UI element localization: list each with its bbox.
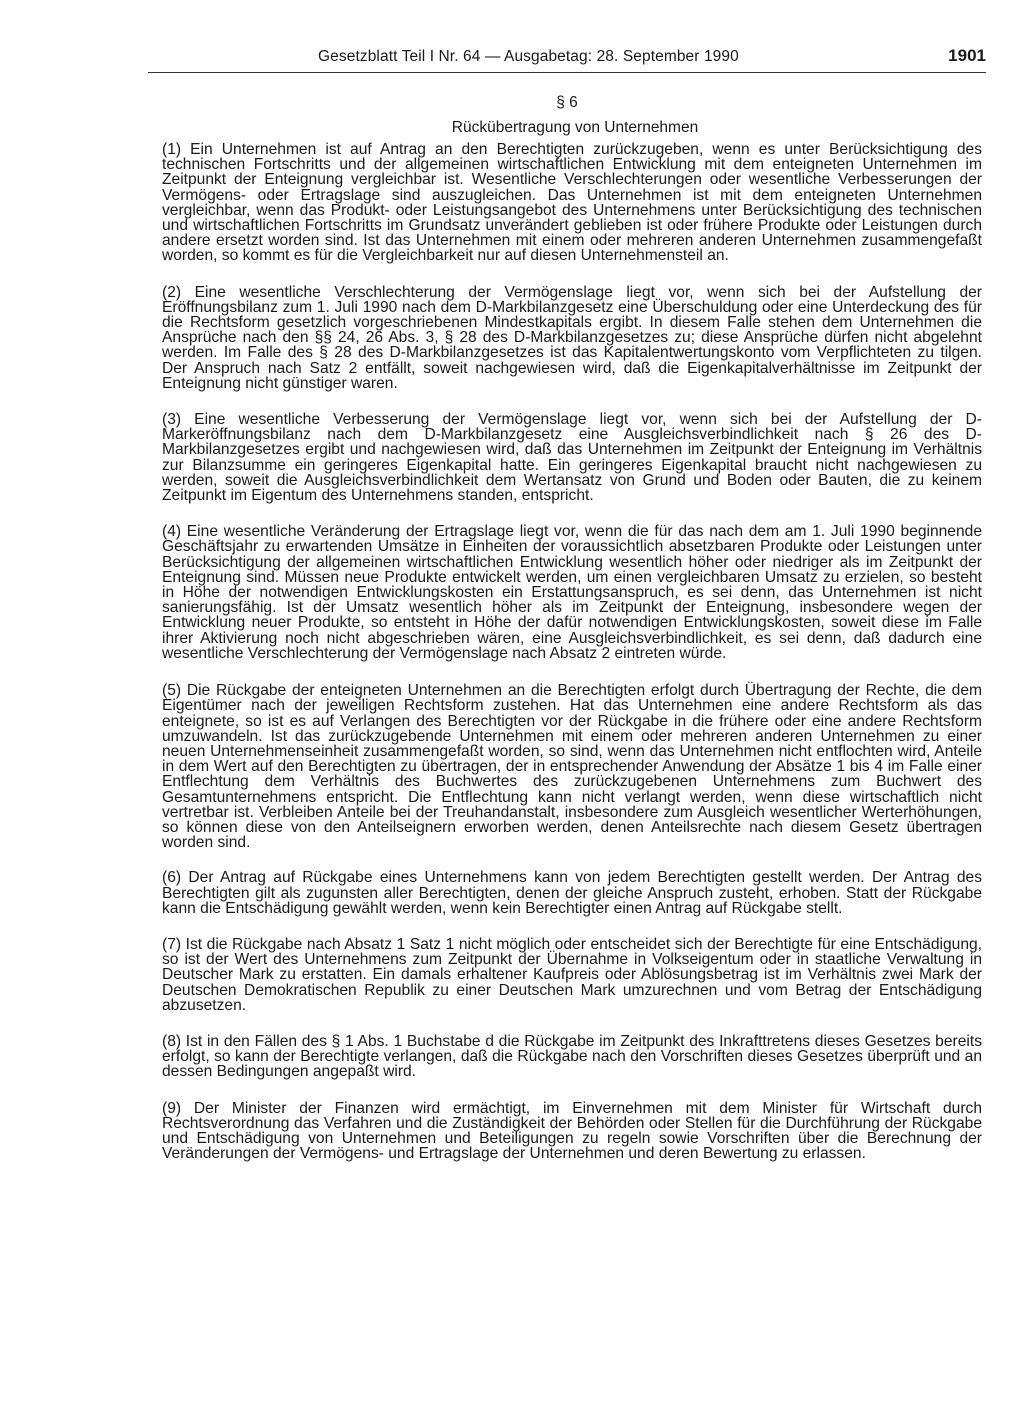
paragraph-7: (7) Ist die Rückgabe nach Absatz 1 Satz 1 nicht möglich oder entscheidet sich der Berechtigte für eine Entschädigung, so ist der Wert des Unternehmens zum Zeitpunkt der Übernahme in Volkseigentum oder in staatliche Verwaltung in Deutscher Mark zu erstatten. Ein damals erhaltener Kaufpreis oder Ablösungsbetrag ist im Verhältnis zwei Mark der Deutschen Demokratischen Republik zu einer Deutschen Mark umzurechnen und vom Betrag der Entschädigung abzusetzen. — [162, 935, 982, 1014]
paragraph-2: (2) Eine wesentliche Verschlechterung der Vermögenslage liegt vor, wenn sich bei der Aufstellung der Eröffnungsbilanz zum 1. Juli 1990 nach dem D-Markbilanzgesetz eine Überschuldung oder eine Unterdeckung des für die Rechtsform gesetzlich vorgeschriebenen Mindestkapitals ergibt. In diesem Falle stehen dem Unternehmen die Ansprüche nach den §§ 24, 26 Abs. 3, § 28 des D-Markbilanzgesetzes zu; diese Ansprüche dürfen nicht abgelehnt werden. Im Falle des § 28 des D-Markbilanzgesetzes ist das Kapitalentwertungskonto vom Verpflichteten zu tilgen. Der Anspruch nach Satz 2 entfällt, soweit nachgewiesen wird, daß die Eigenkapitalverhältnisse im Zeitpunkt der Enteignung nicht günstiger waren. — [162, 283, 982, 392]
header-title: Gesetzblatt Teil I Nr. 64 — Ausgabetag: 28. September 1990 — [318, 48, 739, 65]
paragraph-3: (3) Eine wesentliche Verbesserung der Vermögenslage liegt vor, wenn sich bei der Aufstellung der D-Markeröffnungsbilanz nach dem D-Markbilanzgesetz eine Ausgleichsverbindlichkeit nach § 26 des D-Markbilanzgesetzes ergibt und nachgewiesen wird, daß das Unternehmen im Zeitpunkt der Enteignung im Verhältnis zur Bilanzsumme ein geringeres Eigenkapital hatte. Ein geringeres Eigenkapital braucht nicht nachgewiesen zu werden, soweit die Ausgleichsverbindlichkeit dem Wertansatz von Grund und Boden oder Bauten, die zu keinem Zeitpunkt im Eigentum des Unternehmens standen, entspricht. — [162, 411, 982, 505]
paragraph-5: (5) Die Rückgabe der enteigneten Unternehmen an die Berechtigten erfolgt durch Übertragung der Rechte, die dem Eigentümer nach der jeweiligen Rechtsform zustehen. Hat das Unternehmen eine andere Rechtsform als das enteignete, so ist es auf Verlangen des Berechtigten vor der Rückgabe in die frühere oder eine andere Rechtsform umzuwandeln. Ist das zurückzugebende Unternehmen mit einem oder mehreren anderen Unternehmen zu einer neuen Unternehmenseinheit zusammengefaßt worden, so sind, wenn das Unternehmen nicht entflochten wird, Anteile in dem Wert auf den Berechtigten zu übertragen, der in entsprechender Anwendung der Absätze 1 bis 4 im Falle einer Entflechtung dem Verhältnis des Buchwertes des zurückzugebenen Unternehmens zum Buchwert des Gesamtunternehmens entspricht. Die Entflechtung kann nicht verlangt werden, wenn diese wirtschaftlich nicht vertretbar ist. Verbleiben Anteile bei der Treuhandanstalt, insbesondere zum Ausgleich wesentlicher Werterhöhungen, so können diese von den Anteilseignern erworben werden, denen Anteilsrechte nach diesem Gesetz übertragen worden sind. — [162, 682, 982, 852]
paragraph-4: (4) Eine wesentliche Veränderung der Ertragslage liegt vor, wenn die für das nach dem am 1. Juli 1990 beginnende Geschäftsjahr zu erwartenden Umsätze in Einheiten der voraussichtlich absetzbaren Produkte oder Leistungen unter Berücksichtigung der allgemeinen wirtschaftlichen Entwicklung wesentlich höher oder niedriger als im Zeitpunkt der Enteignung sind. Müssen neue Produkte entwickelt werden, um einen vergleichbaren Umsatz zu erzielen, so besteht in Höhe der notwendigen Entwicklungskosten ein Erstattungsanspruch, es sei denn, das Unternehmen ist nicht sanierungsfähig. Ist der Umsatz wesentlich höher als im Zeitpunkt der Enteignung, insbesondere wegen der Entwicklung neuer Produkte, so entsteht in Höhe der dafür notwendigen Entwicklungskosten, soweit diese im Falle ihrer Aktivierung noch nicht abgeschrieben wären, eine Ausgleichsverbindlichkeit, es sei denn, daß dadurch eine wesentliche Verschlechterung der Vermögenslage nach Absatz 2 eintreten würde. — [162, 523, 982, 662]
paragraph-8: (8) Ist in den Fällen des § 1 Abs. 1 Buchstabe d die Rückgabe im Zeitpunkt des Inkrafttretens dieses Gesetzes bereits erfolgt, so kann der Berechtigte verlangen, daß die Rückgabe nach den Vorschriften dieses Gesetzes überprüft und an dessen Bedingungen angepaßt wird. — [162, 1032, 982, 1081]
section-number: § 6 — [556, 94, 578, 111]
paragraph-6: (6) Der Antrag auf Rückgabe eines Unternehmens kann von jedem Berechtigten gestellt werden. Der Antrag des Berechtigten gilt als zugunsten aller Berechtigten, denen der gleiche Anspruch zusteht, erhoben. Statt der Rückgabe kann die Entschädigung gewählt werden, wenn kein Berechtigter einen Antrag auf Rückgabe stellt. — [162, 869, 982, 917]
page-number: 1901 — [948, 46, 986, 65]
paragraph-1: (1) Ein Unternehmen ist auf Antrag an den Berechtigten zurückzugeben, wenn es unter Berücksichtigung des technischen Fortschritts und der allgemeinen wirtschaftlichen Entwicklung mit dem enteigneten Unternehmen im Zeitpunkt der Enteignung vergleichbar ist. Wesentliche Verschlechterungen oder wesentliche Verbesserungen der Vermögens- oder Ertragslage sind auszugleichen. Das Unternehmen ist mit dem enteigneten Unternehmen vergleichbar, wenn das Produkt- oder Leistungsangebot des Unternehmens unter Berücksichtigung des technischen und wirtschaftlichen Fortschritts im Grundsatz unverändert geblieben ist oder frühere Produkte oder Leistungen durch andere ersetzt worden sind. Ist das Unternehmen mit einem oder mehreren anderen Unternehmen zusammengefaßt worden, so kommt es für die Vergleichbarkeit nur auf diesen Unternehmensteil an. — [162, 141, 982, 265]
section-body — [162, 142, 982, 1182]
running-header — [148, 46, 986, 73]
paragraph-9: (9) Der Minister der Finanzen wird ermächtigt, im Einvernehmen mit dem Minister für Wirtschaft durch Rechtsverordnung das Verfahren und die Zuständigkeit der Behörden oder Stellen für die Durchführung der Rückgabe und Entschädigung von Unternehmen und Beteiligungen zu regeln sowie Vorschriften über die Berechnung der Veränderungen der Vermögens- und Ertragslage der Unternehmen und deren Bewertung zu erlassen. — [162, 1099, 982, 1163]
section-title: Rückübertragung von Unternehmen — [451, 119, 699, 136]
